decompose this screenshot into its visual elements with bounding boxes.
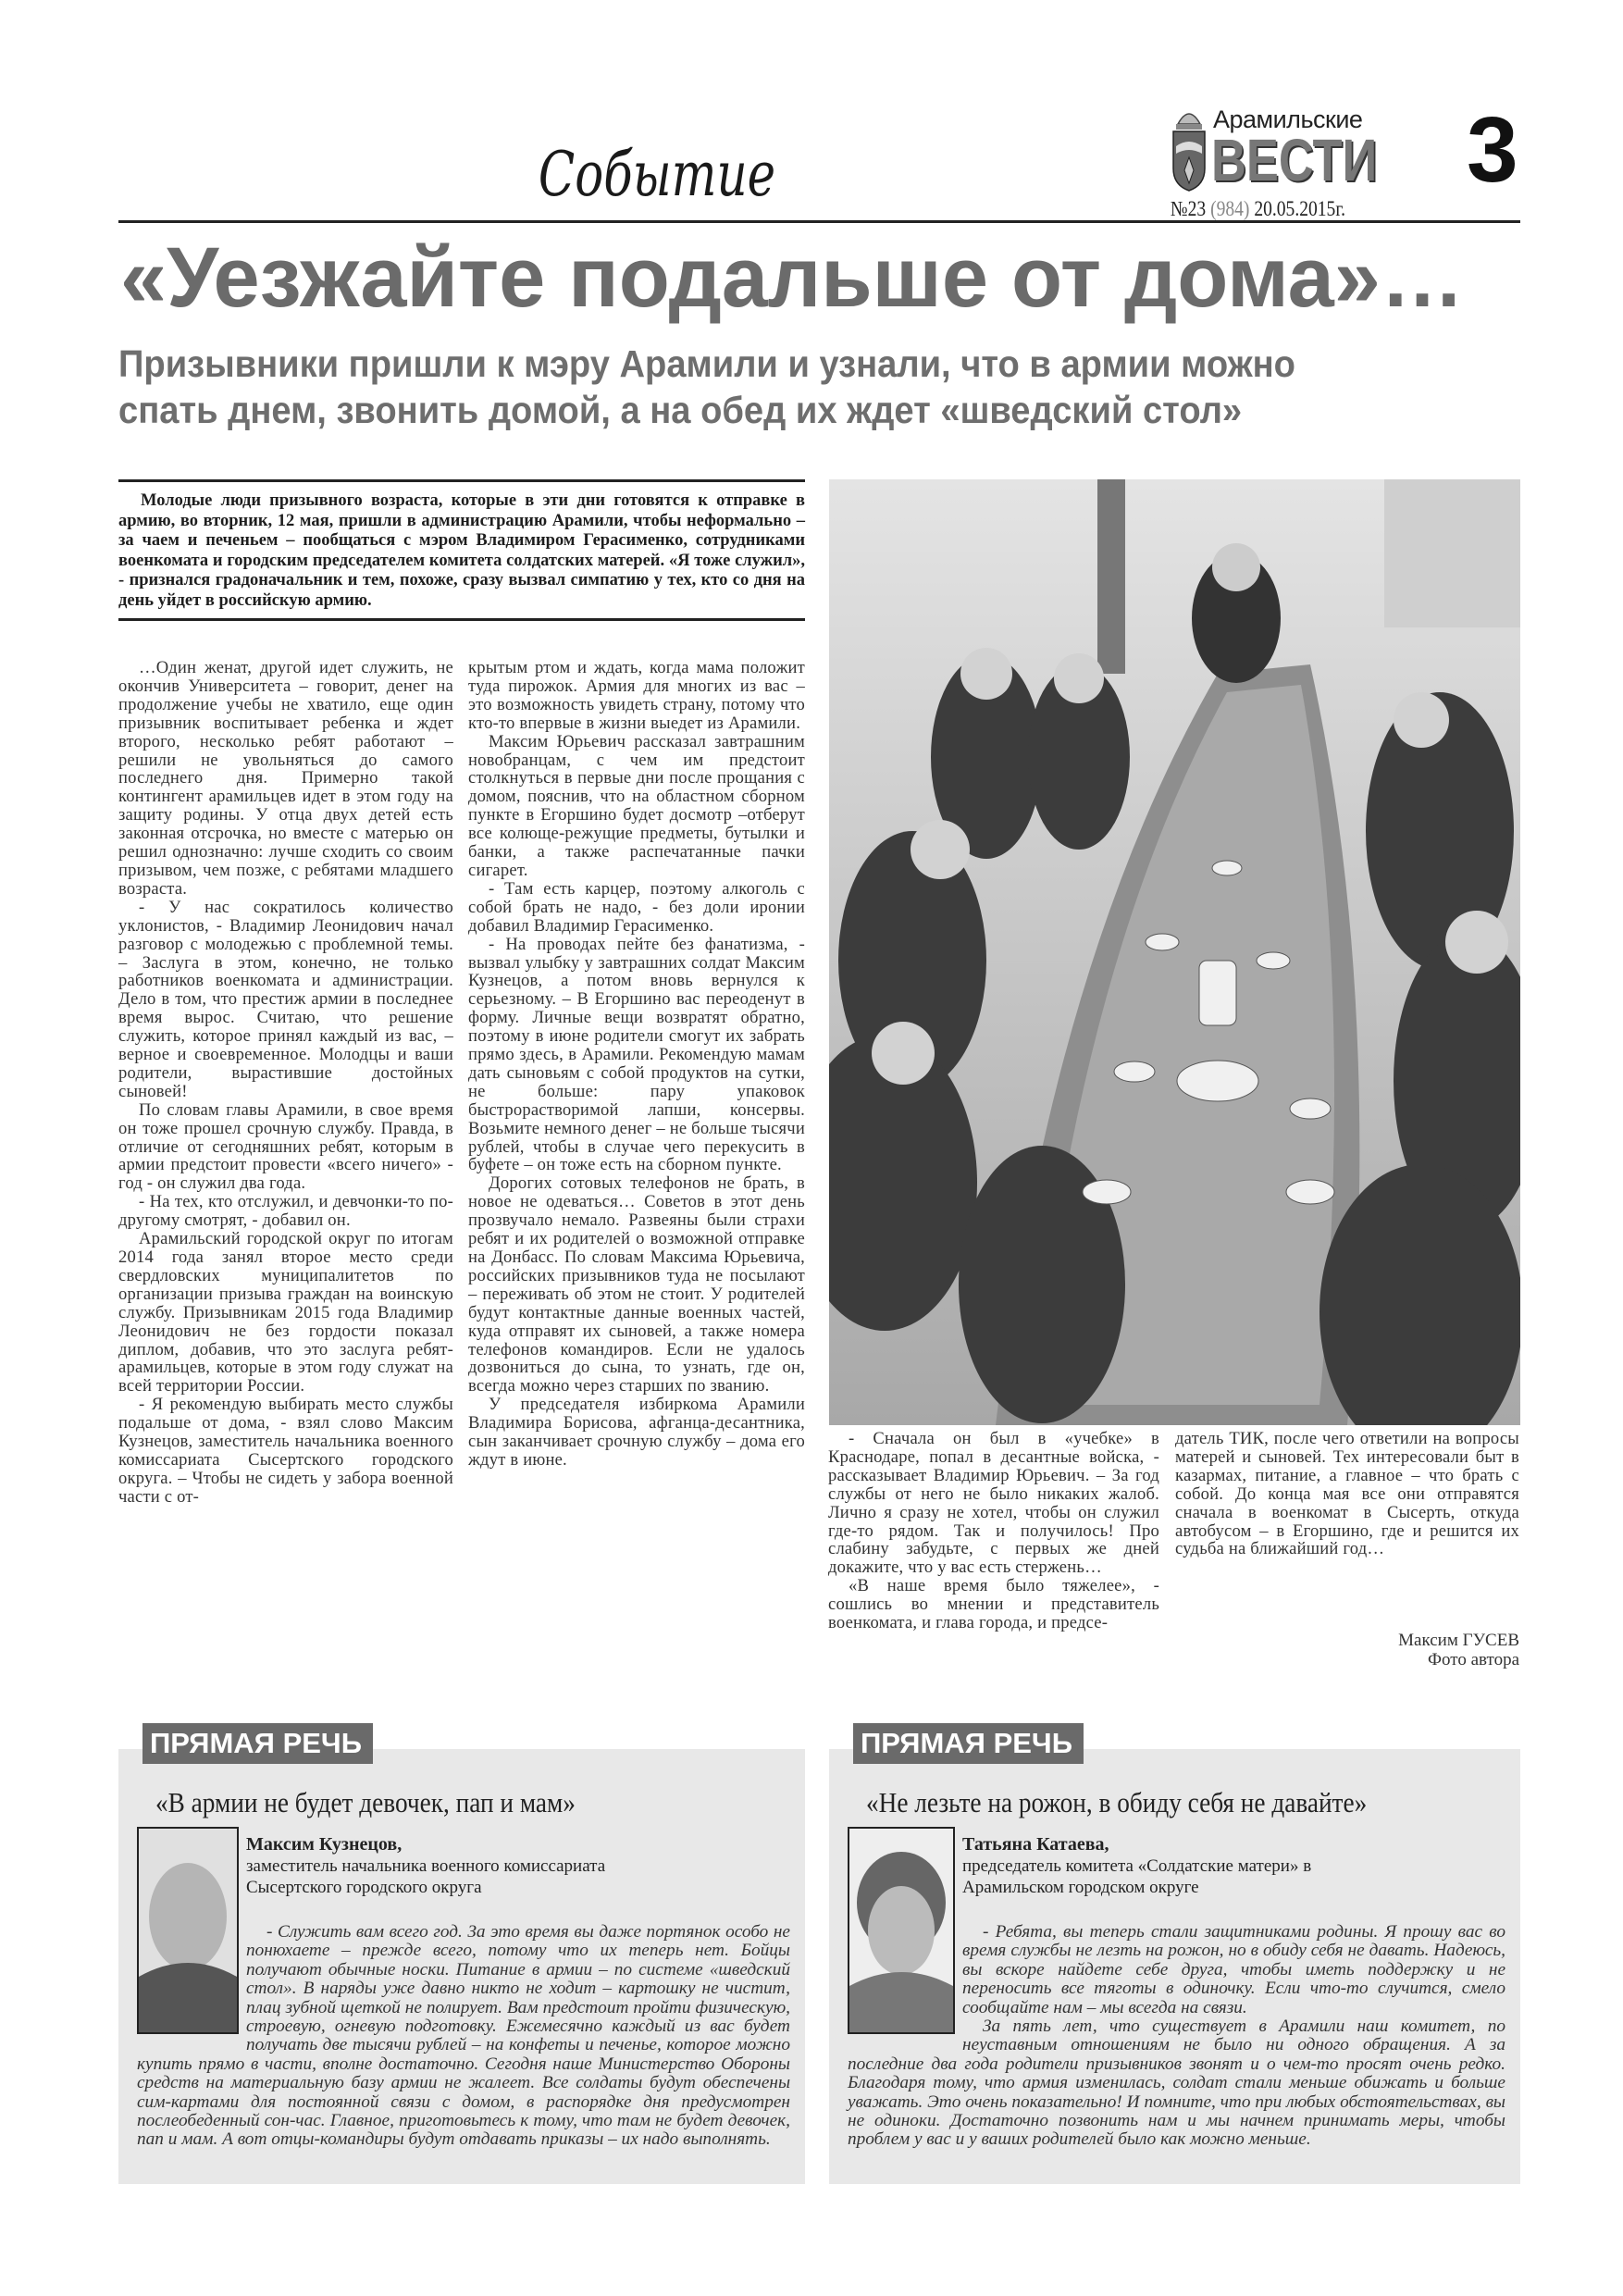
- byline: [1175, 1631, 1519, 1669]
- issue-info: [1171, 197, 1345, 221]
- header-rule: [118, 220, 1520, 223]
- lead-paragraph: Молодые люди призывного возраста, которые в эти дни готовятся к отправке в армию, во вторник, 12 мая, пришли в администрацию Арамили, чтобы неформально – за чаем и печеньем – пообщаться с мэром Владимиром Герасименко, сотрудниками военкомата и городским председателем комитета солдатских матерей. «Я тоже служил», - признался градоначальник и тем, похоже, сразу вызвал симпатию у тех, кто со дня на день уйдет в российскую армию.: [118, 479, 805, 621]
- headline: «Уезжайте подальше от дома»…: [120, 230, 1465, 325]
- newspaper-logo: Арамильские ВЕСТИ: [1171, 104, 1411, 196]
- article-column-3: - Сначала он был в «учебке» в Краснодаре, попал в десантные войска, - рассказывает Владимир Юрьевич. – За год службы от него не было никаких жалоб. Лично я сразу не хотел, чтобы он служил где-то рядом. Так и получилось! Про слабину забудьте, с первых же дней докажите, что у вас есть стержень… «В наше время было тяжелее», - сошлись во мнении и представитель военкомата, и глава города, и предсе-: [828, 1429, 1159, 1633]
- box-tab: ПРЯМАЯ РЕЧЬ: [853, 1723, 1084, 1764]
- article-photo: [829, 479, 1520, 1425]
- speaker-name: Татьяна Катаева,: [962, 1834, 1109, 1855]
- article-column-1: …Один женат, другой идет служить, не окончив Университета – говорит, денег на продолжение учебы не хватило, еще один призывник воспитывает ребенка и ждет второго, несколько ребят работают – решили не увольняться до самого последнего дня. Примерно такой контингент арамильцев идет в этом году на защиту родины. У отца двух детей есть законная отсрочка, но вместе с матерью он решил однозначно: лучше сходить со своим призывом, чем позже, с ребятами младшего возраста. - У нас сократилось количество уклонистов, - Владимир Леонидович начал разговор с молодежью с проблемной темы. – Заслуга в этом, конечно, не только работников военкомата и администрации. Дело в том, что престиж армии в последнее время вырос. Считаю, что решение служить, которое принял каждый из вас, – верное и своевременное. Молодцы и ваши родители, вырастившие достойных сыновей! По словам главы Арамили, в свое время он тоже прошел срочную службу. Правда, в отличие от сегодняшних ребят, которым в армии предстоит провести «всего ничего» - год - он служил два года. - На тех, кто отслужил, и девчонки-то по-другому смотрят, - добавил он. Арамильский городской округ по итогам 2014 года занял второе место среди свердловских муниципалитетов по организации призыва граждан на воинскую службу. Призывникам 2015 года Владимир Леонидович не без гордости показал диплом, добавив, что это заслуга ребят-арамильцев, которые в этом году служат на всей территории России. - Я рекомендую выбирать место службы подальше от дома, - взял слово Максим Кузнецов, заместитель начальника военного комиссариата Сысертского городского округа. – Чтобы не сидеть у забора военной части с от-: [118, 658, 453, 1507]
- author-name: Максим ГУСЕВ: [1398, 1631, 1519, 1650]
- box-tab: ПРЯМАЯ РЕЧЬ: [142, 1723, 373, 1764]
- issue-total: (984): [1210, 197, 1250, 220]
- subheadline: Призывники пришли к мэру Арамили и узнали, что в армии можно спать днем, звонить домой, а на обед их ждет «шведский стол»: [118, 342, 1295, 431]
- box-quote-title: «Не лезьте на рожон, в обиду себя не давайте»: [866, 1786, 1368, 1818]
- issue-number: №23: [1171, 197, 1207, 220]
- speaker-name: Максим Кузнецов,: [246, 1834, 403, 1855]
- article-column-2: крытым ртом и ждать, когда мама положит туда пирожок. Армия для многих из вас – это возможность увидеть страну, потому что кто-то впервые в жизни выедет из Арамили. Максим Юрьевич рассказал завтрашним новобранцам, с чем им предстоит столкнуться в первые дни после прощания с домом, пояснив, что на областном сборном пункте в Егоршино будет досмотр –отберут все колюще-режущие предметы, бутылки и банки, а также распечатанные пачки сигарет. - Там есть карцер, поэтому алкоголь с собой брать не надо, - без доли иронии добавил Владимир Герасименко. - На проводах пейте без фанатизма, - вызвал улыбку у завтрашних солдат Максим Кузнецов, а потом вновь вернулся к серьезному. – В Егоршино вас переоденут в форму. Личные вещи возвратят обратно, поэтому в июне родители смогут их забрать прямо здесь, в Арамили. Рекомендую мамам дать сыновьям с собой продуктов на сутки, не больше: пару упаковок быстрорастворимой лапши, консервы. Возьмите немного денег – не больше тысячи рублей, чтобы в случае чего перекусить в буфете – он тоже есть на сборном пункте. Дорогих сотовых телефонов не брать, в новое не одеваться… Советов в этот день прозвучало немало. Развеяны были страхи ребят и их родителей о возможной отправке на Донбасс. По словам Максима Юрьевича, российских призывников туда не посылают – переживать об этом не стоит. У родителей будут контактные данные военных частей, куда отправят их сыновей, а также номера телефонов командиров. Если не удалось дозвониться до сына, то узнать, где он, всегда можно через старших по званию. У председателя избиркома Арамили Владимира Борисова, афганца-десантника, сын заканчивает срочную службу – дома его ждут в июне.: [468, 658, 805, 1470]
- section-rubric: Событие: [538, 139, 776, 210]
- photo-credit: Фото автора: [1428, 1650, 1519, 1669]
- speech-text: - Служить вам всего год. За это время вы даже портянок особо не понюхаете – прежде всего, потому что их теперь нет. Бойцы получают обычные носки. Питание в армии – по системе «шведский стол». В наряды уже давно никто не ходит – картошку не чистит, плац зубной щеткой не полирует. Вам предстоит пройти физическую, строевую, огневую подготовку. Ежемесячно каждый из вас будет получать две тысячи рублей – на конфеты и печенье, которое можно купить прямо в части, вполне достаточно. Сегодня наше Министерство Обороны средств на материальную базу армии не жалеет. Все солдаты будут обеспечены сим-картами для постоянной связи с домом, в распорядке дня предусмотрен послеобеденный сон-час. Главное, приготовьтесь к тому, что там не будет девочек, пап и мам. А вот отцы-командиры будут отдавать приказы – их надо выполнять.: [137, 1922, 790, 2150]
- direct-speech-box-1: [118, 1727, 805, 2184]
- meeting-photo-illustration: [829, 479, 1520, 1425]
- article-column-4: датель ТИК, после чего ответили на вопросы матерей и сыновей. Тех интересовали быт в казармах, питание, а главное – что брать с собой. До конца мая все они отправятся сначала в военкомат в Сысерть, откуда автобусом – в Егоршино, где и решится их судьба на ближайший год…: [1175, 1429, 1519, 1559]
- issue-date: 20.05.2015г.: [1254, 197, 1346, 220]
- speaker-info: Максим Кузнецов, заместитель начальника военного комиссариата Сысертского городского округа: [246, 1834, 606, 1897]
- direct-speech-box-2: [829, 1727, 1520, 2184]
- coat-of-arms-icon: [1171, 104, 1208, 192]
- box-quote-title: «В армии не будет девочек, пап и мам»: [155, 1786, 576, 1818]
- speaker-info: Татьяна Катаева, председатель комитета «Солдатские матери» в Арамильском городском округе: [962, 1834, 1312, 1897]
- speech-text: - Ребята, вы теперь стали защитниками родины. Я прошу вас во время службы не лезть на рожон, но в обиду себя не давать. Надеюсь, вы вскоре найдете себе друга, чтобы иметь поддержку и не переносить все тяготы в одиночку. Если что-то случится, смело сообщайте нам – мы всегда на связи. За пять лет, что существует в Арамили наш комитет, по неуставным отношениям не было ни одного обращения. А за последние два года родители призывников звонят и о чем-то просят очень редко. Благодаря тому, что армия изменилась, солдат стали меньше обижать и больше уважать. Это очень показательно! И помните, что при любых обстоятельствах, вы не одиноки. Достаточно позвонить нам и мы начнем принимать меры, чтобы проблем у вас и у ваших родителей было как можно меньше.: [848, 1922, 1505, 2150]
- page-number: 3: [1467, 98, 1518, 202]
